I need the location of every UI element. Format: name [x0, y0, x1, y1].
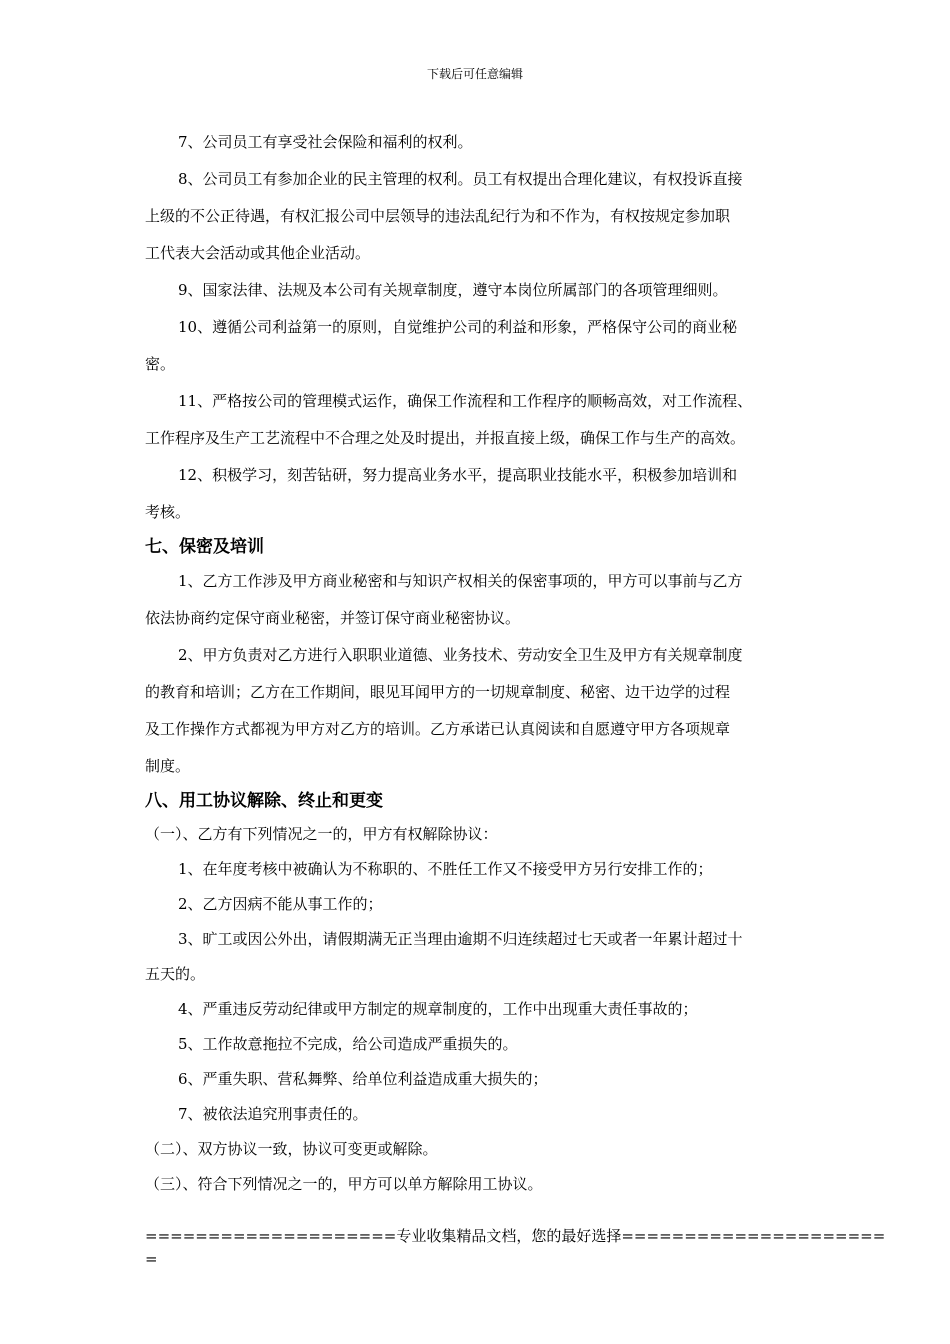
paragraph-line: 工作程序及生产工艺流程中不合理之处及时提出，并报直接上级，确保工作与生产的高效。	[145, 429, 746, 447]
paragraph-line: 依法协商约定保守商业秘密，并签订保守商业秘密协议。	[145, 609, 521, 627]
document-body	[145, 124, 815, 1202]
paragraph-line: 上级的不公正待遇，有权汇报公司中层领导的违法乱纪行为和不作为，有权按规定参加职	[145, 207, 731, 225]
paragraph-line: 五天的。	[145, 965, 206, 983]
paragraph-line: 考核。	[145, 503, 191, 521]
paragraph-line: 7、公司员工有享受社会保险和福利的权利。	[178, 133, 473, 151]
paragraph-line: 11、严格按公司的管理模式运作，确保工作流程和工作程序的顺畅高效，对工作流程、	[178, 392, 753, 410]
page-header: 下载后可任意编辑	[426, 67, 523, 81]
section-heading: 八、用工协议解除、终止和更变	[145, 791, 383, 811]
paragraph-line: 1、在年度考核中被确认为不称职的、不胜任工作又不接受甲方另行安排工作的；	[178, 860, 713, 878]
paragraph-line: 的教育和培训；乙方在工作期间，眼见耳闻甲方的一切规章制度、秘密、边干边学的过程	[145, 683, 731, 701]
footer-line-2: =	[145, 1250, 158, 1268]
paragraph-line: 2、乙方因病不能从事工作的；	[178, 895, 383, 913]
paragraph-line: 12、积极学习，刻苦钻研，努力提高业务水平，提高职业技能水平，积极参加培训和	[178, 466, 738, 484]
page-footer	[145, 1225, 886, 1271]
subsection-line: （三）、符合下列情况之一的，甲方可以单方解除用工协议。	[145, 1175, 543, 1193]
paragraph-line: 制度。	[145, 757, 191, 775]
paragraph-line: 密。	[145, 355, 176, 373]
paragraph-line: 7、被依法追究刑事责任的。	[178, 1105, 368, 1123]
paragraph-line: 8、公司员工有参加企业的民主管理的权利。员工有权提出合理化建议，有权投诉直接	[178, 170, 743, 188]
section-heading: 七、保密及培训	[145, 537, 264, 557]
subsection-line: （二）、双方协议一致，协议可变更或解除。	[145, 1140, 438, 1158]
paragraph-line: 及工作操作方式都视为甲方对乙方的培训。乙方承诺已认真阅读和自愿遵守甲方各项规章	[145, 720, 731, 738]
paragraph-line: 工代表大会活动或其他企业活动。	[145, 244, 371, 262]
paragraph-line: 6、严重失职、营私舞弊、给单位利益造成重大损失的；	[178, 1070, 548, 1088]
paragraph-line: 4、严重违反劳动纪律或甲方制定的规章制度的，工作中出现重大责任事故的；	[178, 1000, 698, 1018]
footer-line-1: ====================专业收集精品文档，您的最好选择=====================	[145, 1227, 886, 1245]
paragraph-line: 5、工作故意拖拉不完成，给公司造成严重损失的。	[178, 1035, 518, 1053]
paragraph-line: 10、遵循公司利益第一的原则，自觉维护公司的利益和形象，严格保守公司的商业秘	[178, 318, 738, 336]
paragraph-line: 1、乙方工作涉及甲方商业秘密和与知识产权相关的保密事项的，甲方可以事前与乙方	[178, 572, 743, 590]
subsection-line: （一）、乙方有下列情况之一的，甲方有权解除协议：	[145, 825, 498, 843]
paragraph-line: 2、甲方负责对乙方进行入职职业道德、业务技术、劳动安全卫生及甲方有关规章制度	[178, 646, 743, 664]
paragraph-line: 3、旷工或因公外出，请假期满无正当理由逾期不归连续超过七天或者一年累计超过十	[178, 930, 743, 948]
paragraph-line: 9、国家法律、法规及本公司有关规章制度，遵守本岗位所属部门的各项管理细则。	[178, 281, 728, 299]
